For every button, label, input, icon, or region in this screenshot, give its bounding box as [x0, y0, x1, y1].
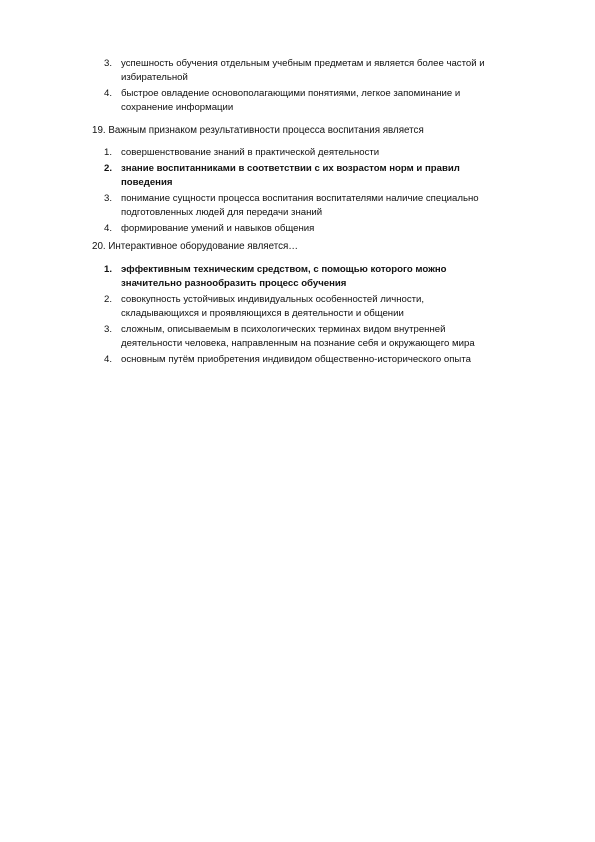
answer-number: 2.	[104, 163, 113, 174]
answer-text	[121, 353, 541, 367]
answer-item	[0, 222, 595, 236]
answer-number: 4.	[104, 223, 113, 234]
answer-text	[121, 146, 541, 160]
answer-item	[0, 57, 595, 85]
answer-number: 4.	[104, 88, 113, 99]
answer-item	[0, 293, 595, 321]
answer-item	[0, 87, 595, 115]
answer-item	[0, 323, 595, 351]
answer-number: 1.	[104, 147, 113, 158]
answer-line: быстрое овладение основополагающими понятиями, легкое запоминание и	[121, 88, 461, 99]
answer-text	[121, 87, 541, 115]
question-heading: 19. Важным признаком результативности процесса воспитания является	[92, 125, 424, 136]
answer-line: сохранение информации	[121, 102, 234, 113]
answer-line: понимание сущности процесса воспитания воспитателями наличие специально	[121, 193, 479, 204]
answer-text	[121, 263, 541, 291]
answer-number: 3.	[104, 58, 113, 69]
answer-line: сложным, описываемым в психологических терминах видом внутренней	[121, 324, 446, 335]
answer-line: успешность обучения отдельным учебным предметам и является более частой и	[121, 58, 485, 69]
q20-answer-list	[0, 263, 595, 367]
question-heading: 20. Интерактивное оборудование является…	[92, 241, 299, 252]
answer-line: значительно разнообразить процесс обучения	[121, 278, 347, 289]
answer-line: поведения	[121, 177, 173, 188]
answer-item	[0, 263, 595, 291]
answer-line: эффективным техническим средством, с помощью которого можно	[121, 264, 447, 275]
answer-item	[0, 192, 595, 220]
answer-number: 3.	[104, 193, 113, 204]
answer-line: совершенствование знаний в практической деятельности	[121, 147, 380, 158]
answer-text	[121, 293, 541, 321]
answer-text	[121, 222, 541, 236]
answer-item	[0, 162, 595, 190]
q18-answer-list	[0, 57, 595, 115]
answer-number: 3.	[104, 324, 113, 335]
answer-item	[0, 146, 595, 160]
answer-line: формирование умений и навыков общения	[121, 223, 315, 234]
answer-text	[121, 162, 541, 190]
answer-number: 1.	[104, 264, 113, 275]
answer-line: подготовленных людей для передачи знаний	[121, 207, 323, 218]
answer-text	[121, 57, 541, 85]
answer-item	[0, 353, 595, 367]
answer-line: деятельности человека, направленным на познание себя и окружающего мира	[121, 338, 475, 349]
answer-line: совокупность устойчивых индивидуальных особенностей личности,	[121, 294, 425, 305]
answer-text	[121, 192, 541, 220]
answer-number: 4.	[104, 354, 113, 365]
answer-line: знание воспитанниками в соответствии с их возрастом норм и правил	[121, 163, 460, 174]
answer-number: 2.	[104, 294, 113, 305]
answer-line: основным путём приобретения индивидом общественно-исторического опыта	[121, 354, 471, 365]
answer-line: избирательной	[121, 72, 188, 83]
answer-line: складывающихся и проявляющихся в деятельности и общении	[121, 308, 404, 319]
answer-text	[121, 323, 541, 351]
q19-answer-list	[0, 146, 595, 236]
